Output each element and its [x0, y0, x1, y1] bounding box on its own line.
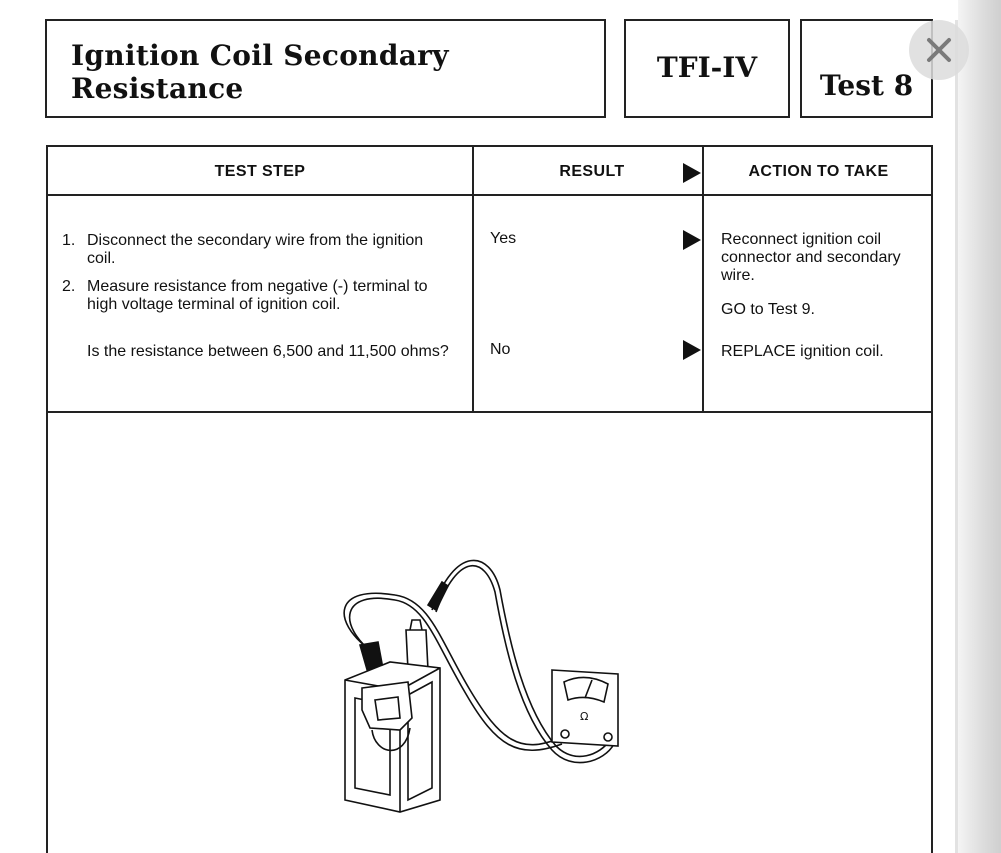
header-divider: [46, 194, 933, 196]
step-text: Disconnect the secondary wire from the ignition coil.: [87, 232, 424, 267]
page-title: Ignition Coil Secondary Resistance: [71, 39, 449, 105]
system-label: TFI-IV: [656, 51, 758, 84]
question-text: Is the resistance between 6,500 and 11,500 ohms?: [87, 343, 449, 360]
result-yes: Yes: [490, 230, 517, 247]
page-edge: [955, 20, 958, 853]
ignition-coil-ohmmeter-illustration: [320, 550, 640, 820]
column-divider-1: [472, 145, 474, 413]
result-no: No: [490, 341, 511, 358]
column-divider-2: [702, 145, 704, 413]
triangle-right-icon: [683, 163, 701, 183]
column-header-action: ACTION TO TAKE: [748, 163, 889, 180]
action-text: REPLACE ignition coil.: [721, 343, 884, 360]
table-bottom-divider: [46, 411, 933, 413]
column-header-result: RESULT: [559, 163, 625, 180]
system-box: [624, 19, 790, 118]
action-text: GO to Test 9.: [721, 301, 815, 318]
close-button[interactable]: [909, 20, 969, 80]
column-header-test-step: TEST STEP: [214, 163, 306, 180]
viewer-background: [958, 0, 1001, 853]
step-number: 1.: [62, 232, 76, 249]
triangle-right-icon: [683, 230, 701, 250]
triangle-right-icon: [683, 340, 701, 360]
ohm-symbol: Ω: [580, 710, 589, 723]
test-number-label: Test 8: [819, 69, 914, 102]
title-box: [45, 19, 606, 118]
close-icon: [909, 20, 969, 80]
step-number: 2.: [62, 278, 76, 295]
action-text: Reconnect ignition coil connector and secondary wire.: [721, 231, 901, 284]
step-text: Measure resistance from negative (-) terminal to high voltage terminal of ignition coil.: [87, 278, 428, 313]
